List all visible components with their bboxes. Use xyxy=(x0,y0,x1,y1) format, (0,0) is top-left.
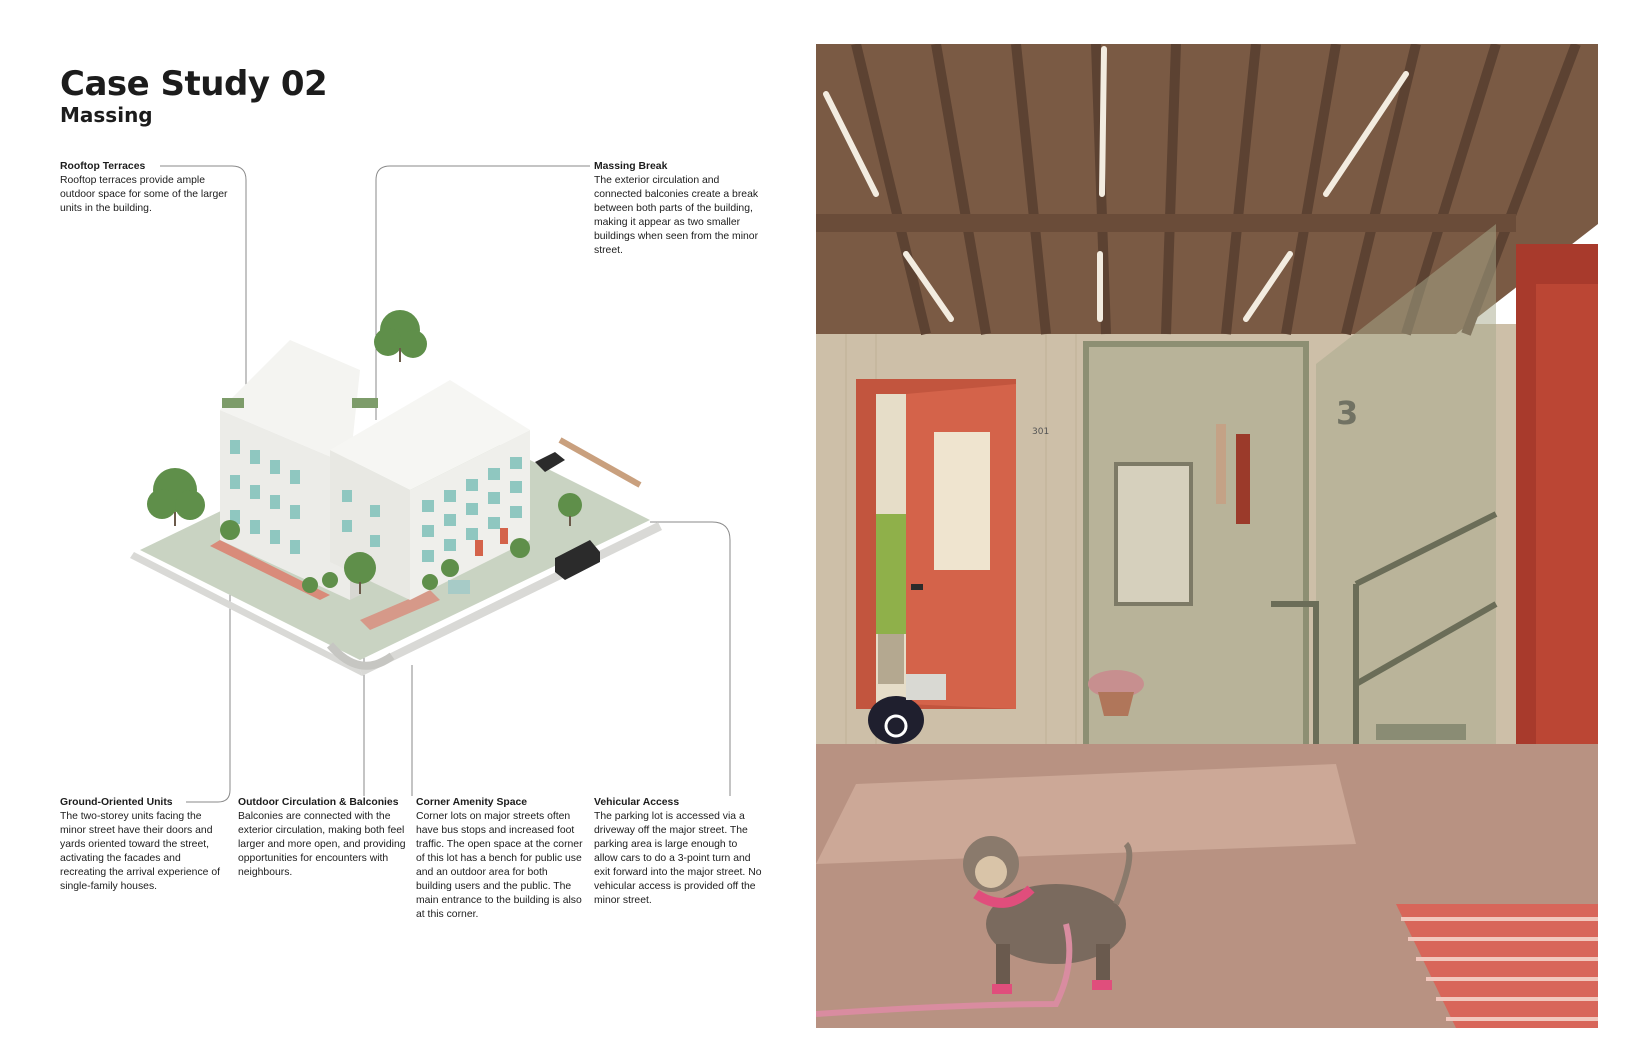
annotation-heading: Corner Amenity Space xyxy=(416,797,528,808)
unit-number: 301 xyxy=(1032,427,1050,437)
annotation-rooftop-terraces xyxy=(60,160,228,216)
annotation-ground-oriented-units xyxy=(60,796,228,894)
annotation-heading: Rooftop Terraces xyxy=(60,161,146,172)
annotation-heading: Vehicular Access xyxy=(594,797,680,808)
axonometric-massing-drawing xyxy=(130,300,690,680)
plant-pot xyxy=(1098,692,1134,716)
bag xyxy=(906,674,946,700)
page-subtitle: Massing xyxy=(60,103,153,127)
annotation-body: The parking lot is accessed via a driveway off the major street. The parking area is large enough to allow cars to do a 3-point turn and exit forward into the major street. No vehicular access is provided off the minor street. xyxy=(594,811,762,906)
hanging-peppers xyxy=(1236,434,1250,524)
entrance-door xyxy=(500,528,508,544)
annotation-heading: Massing Break xyxy=(594,161,668,172)
bus-shelter xyxy=(448,580,470,594)
annotation-body: Rooftop terraces provide ample outdoor space for some of the larger units in the building. xyxy=(60,175,228,214)
annotation-corner-amenity xyxy=(416,796,584,922)
annotation-body: The exterior circulation and connected balconies create a break between both parts of the building, making it appear as two smaller buildings when seen from the minor street. xyxy=(594,175,759,256)
annotation-heading: Ground-Oriented Units xyxy=(60,797,173,808)
rooftop-terrace xyxy=(352,398,378,408)
interior-render xyxy=(816,44,1598,1028)
annotation-heading: Outdoor Circulation & Balconies xyxy=(238,797,399,808)
mirror xyxy=(1116,464,1191,604)
entrance-door xyxy=(475,540,483,556)
resident-legs xyxy=(878,634,904,684)
annotation-massing-break xyxy=(594,160,762,258)
hanging-garlic xyxy=(1216,424,1226,504)
annotation-body: Balconies are connected with the exterior circulation, making both feel larger and more open, and providing opportunities for encounters with neighbours. xyxy=(238,811,406,878)
door-handle xyxy=(911,584,923,590)
annotation-vehicular-access xyxy=(594,796,762,908)
annotation-body: The two-storey units facing the minor street have their doors and yards oriented toward the street, activating the facades and recreating the arrival experience of single-family houses. xyxy=(60,811,220,892)
fence xyxy=(560,440,640,485)
annotation-body: Corner lots on major streets often have bus stops and increased foot traffic. The open space at the corner of this lot has a bench for public use and an outdoor area for both building users and the public. The main entrance to the building is also at this corner. xyxy=(416,811,583,920)
rooftop-terrace xyxy=(222,398,244,408)
resident xyxy=(876,514,906,634)
door-window xyxy=(934,432,990,570)
annotation-outdoor-circulation xyxy=(238,796,406,880)
page-title: Case Study 02 xyxy=(60,64,328,104)
ceiling-beam xyxy=(816,214,1516,232)
